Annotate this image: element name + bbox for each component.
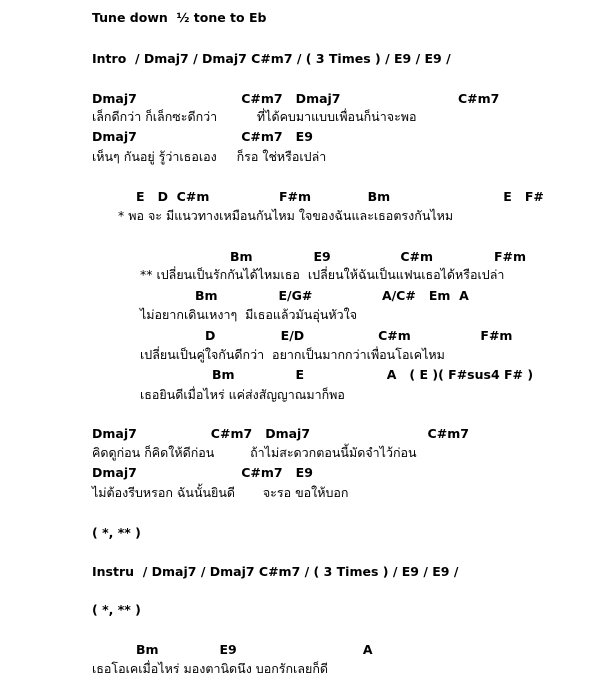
chorus-lyric-3: เปลี่ยนเป็นคู่ใจกันดีกว่า อยากเป็นมากกว่าเพื่อนโอเคไหม (140, 347, 445, 362)
chorus-lyric-4: เธอยินดีเมื่อไหร่ แค่ส่งสัญญาณมาก็พอ (140, 387, 345, 402)
verse2-lyric-1: คิดดูก่อน ก็คิดให้ดีก่อน ถ้าไม่สะดวกตอนนี้มัดจำไว้ก่อน (92, 445, 417, 460)
repeat-marker-1: ( *, ** ) (92, 525, 141, 540)
chorus-chords-3: D E/D C#m F#m (205, 328, 513, 343)
prechorus-chords: E D C#m F#m Bm E F# (136, 189, 544, 204)
chorus-chords-1: Bm E9 C#m F#m (230, 249, 526, 264)
verse1-chords-2: Dmaj7 C#m7 E9 (92, 129, 313, 144)
chorus-lyric-2: ไม่อยากเดินเหงาๆ มีเธอแล้วมันอุ่นหัวใจ (140, 307, 358, 322)
outro-chords: Bm E9 A (136, 642, 373, 657)
verse2-lyric-2: ไม่ต้องรีบหรอก ฉันนั้นยินดี จะรอ ขอให้บอก (92, 485, 349, 500)
verse1-lyric-2: เห็นๆ กันอยู่ รู้ว่าเธอเอง ก็รอ ใช่หรือเปล่า (92, 149, 327, 164)
verse2-chords-2: Dmaj7 C#m7 E9 (92, 465, 313, 480)
verse1-chords-1: Dmaj7 C#m7 Dmaj7 C#m7 (92, 91, 500, 106)
intro-line: Intro / Dmaj7 / Dmaj7 C#m7 / ( 3 Times ) / E9 / E9 / (92, 51, 451, 66)
chorus-lyric-1: ** เปลี่ยนเป็นรักกันได้ไหมเธอ เปลี่ยนให้ฉันเป็นแฟนเธอได้หรือเปล่า (140, 267, 505, 282)
chorus-chords-4: Bm E A ( E )( F#sus4 F# ) (212, 367, 534, 382)
tuning-note: Tune down ½ tone to Eb (92, 10, 267, 25)
verse2-chords-1: Dmaj7 C#m7 Dmaj7 C#m7 (92, 426, 469, 441)
verse1-lyric-1: เล็กดีกว่า ก็เล็กซะดีกว่า ที่ได้คบมาแบบเพื่อนก็น่าจะพอ (92, 109, 417, 124)
prechorus-lyric: * พอ จะ มีแนวทางเหมือนกันไหม ใจของฉันและเธอตรงกันไหม (118, 208, 454, 223)
chorus-chords-2: Bm E/G# A/C# Em A (195, 288, 469, 303)
repeat-marker-2: ( *, ** ) (92, 602, 141, 617)
outro-lyric: เธอโอเคเมื่อไหร่ มองตานิดนึง บอกรักเลยก็ดี (92, 661, 329, 676)
instru-line: Instru / Dmaj7 / Dmaj7 C#m7 / ( 3 Times ) / E9 / E9 / (92, 564, 459, 579)
